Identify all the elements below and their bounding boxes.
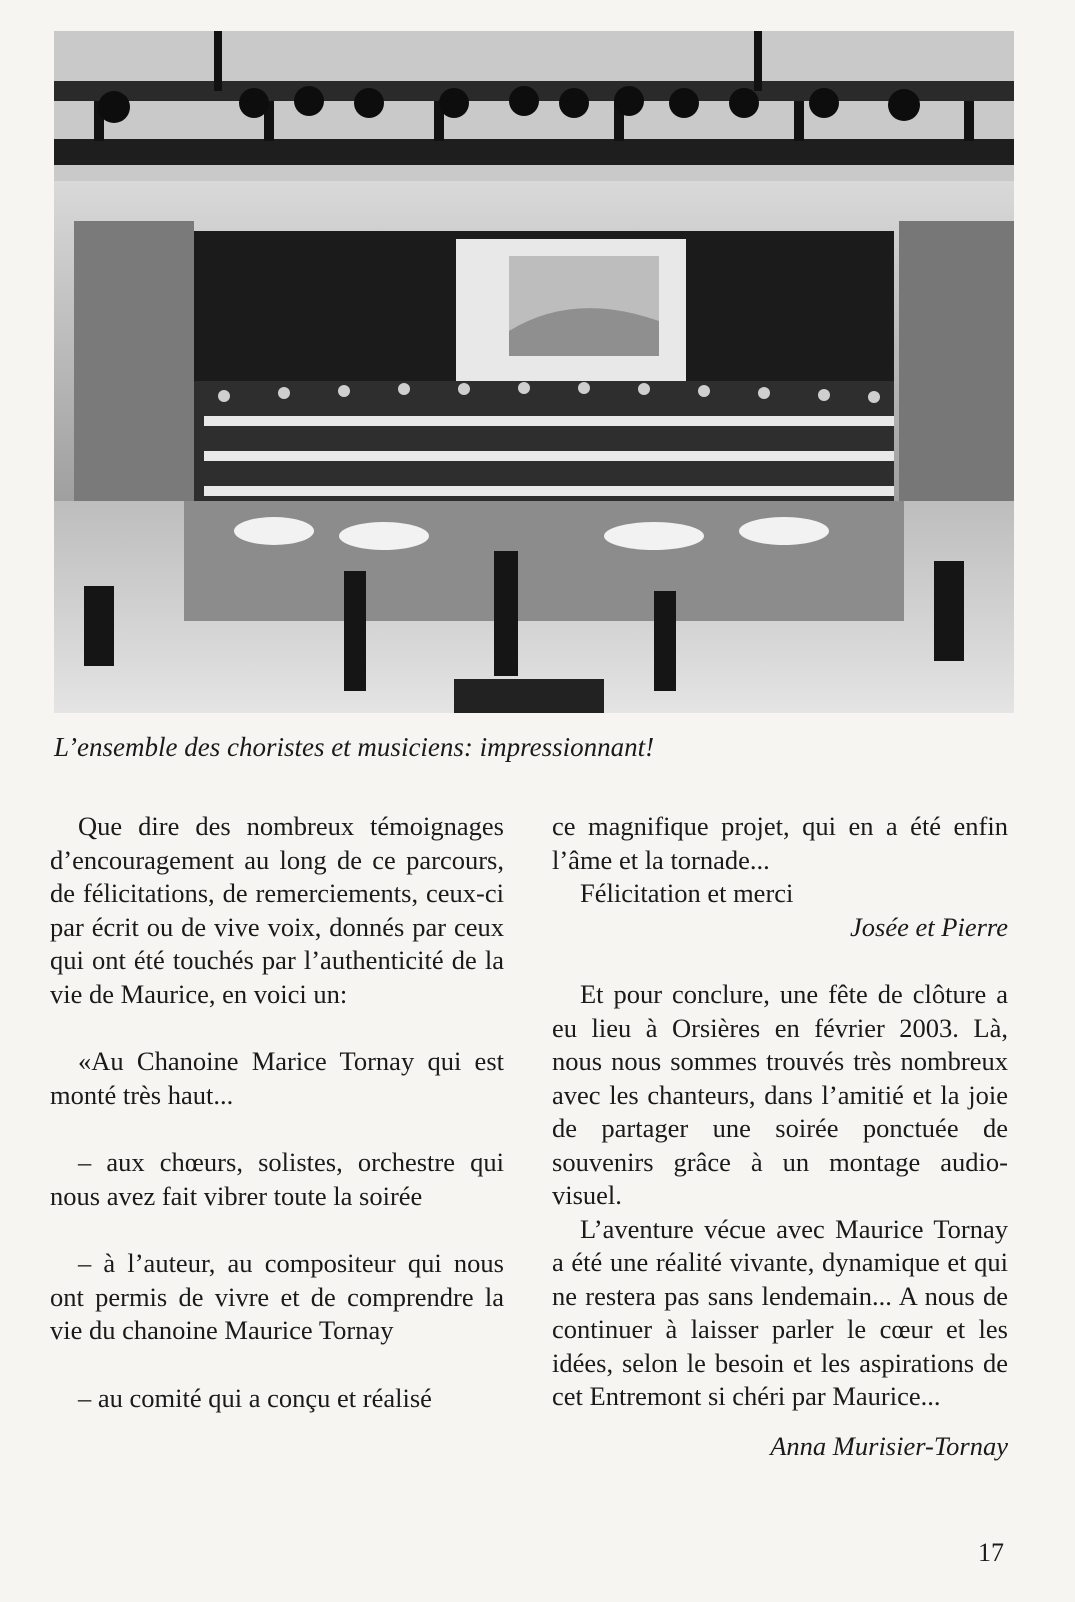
paragraph: – aux chœurs, solistes, orchestre qui nous avez fait vibrer toute la soirée — [50, 1147, 504, 1211]
paragraph: – à l’auteur, au compositeur qui nous ont permis de vivre et de comprendre la vie du chanoine Maurice Tornay — [50, 1248, 504, 1345]
paragraph: Et pour conclure, une fête de clôture a eu lieu à Orsières en février 2003. Là, nous nous sommes trouvés très nombreux avec les chanteurs, dans l’amitié et la joie de partager une soirée ponctuée de souvenirs grâce à un montage audio-visuel. — [552, 979, 1008, 1210]
paragraph: L’aventure vécue avec Maurice Tornay a été une réalité vivante, dynamique et qui ne restera pas sans lendemain... A nous de continuer à laisser parler le cœur et les idées, selon le besoin et les aspirations de cet Entremont si chéri par Maurice... — [552, 1213, 1008, 1411]
page-number: 17 — [978, 1538, 1004, 1567]
signature: Anna Murisier-Tornay — [770, 1430, 1008, 1461]
paragraph: Que dire des nombreux témoignages d’encouragement au long de ce parcours, de félicitations, de remerciements, ceux-ci par écrit ou de vive voix, donnés par ceux qui ont été touchés par l’authenticité de la vie de Maurice, en voici un: — [50, 811, 504, 1009]
right-column — [552, 810, 1008, 1463]
left-column — [50, 810, 504, 1415]
photo-caption: L’ensemble des choristes et musiciens: impressionnant! — [54, 732, 655, 762]
paragraph: ce magnifique projet, qui en a été enfin l’âme et la tornade... — [552, 811, 1008, 875]
concert-photo — [54, 31, 1014, 713]
paragraph: «Au Chanoine Marice Tornay qui est monté très haut... — [50, 1046, 504, 1110]
signature: Josée et Pierre — [850, 911, 1008, 942]
paragraph: – au comité qui a conçu et réalisé — [78, 1382, 432, 1413]
paragraph: Félicitation et merci — [580, 878, 794, 908]
